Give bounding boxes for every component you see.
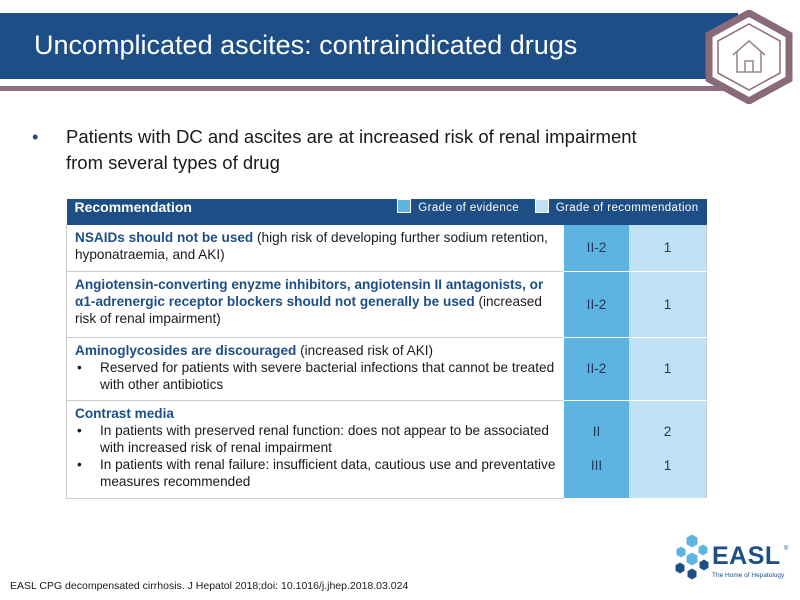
row-description bbox=[67, 400, 565, 498]
table-row bbox=[67, 271, 707, 337]
slide-title: Uncomplicated ascites: contraindicated drugs bbox=[34, 30, 578, 60]
grade-evidence-1: II bbox=[592, 424, 601, 439]
grade-evidence-cell: II-2 bbox=[564, 225, 629, 271]
grade-recommendation-cell: 1 bbox=[629, 271, 707, 337]
header-recommendation: Recommendation bbox=[74, 199, 192, 215]
table-header bbox=[67, 199, 707, 225]
grade-recommendation-2: 1 bbox=[663, 458, 672, 473]
recommendation-table bbox=[66, 199, 707, 499]
row-sub-bullet: • In patients with renal failure: insufficient data, cautious use and preventative measures recommended bbox=[75, 456, 556, 490]
table-row bbox=[67, 400, 707, 498]
grade-recommendation-cell: 1 bbox=[629, 225, 707, 271]
legend bbox=[397, 199, 698, 214]
row-description bbox=[67, 337, 565, 400]
row-description bbox=[67, 271, 565, 337]
table-row bbox=[67, 337, 707, 400]
intro-text: Patients with DC and ascites are at increased risk of renal impairment from several types of drug bbox=[66, 126, 637, 173]
grade-evidence-cell: II-2 bbox=[564, 271, 629, 337]
grade-evidence-2: III bbox=[590, 458, 603, 473]
row-sub-bullet: • In patients with preserved renal function: does not appear to be associated with increased risk of renal impairment bbox=[75, 422, 556, 456]
row-rest: (high risk of developing further sodium retention, hyponatraemia, and AKI) bbox=[75, 230, 548, 262]
logo-tagline: The Home of Hepatology bbox=[712, 572, 785, 579]
grade-recommendation-cell bbox=[629, 400, 707, 498]
row-sub-bullet: • Reserved for patients with severe bacterial infections that cannot be treated with other antibiotics bbox=[75, 359, 556, 393]
logo-text: EASL bbox=[712, 542, 781, 570]
row-rest: (increased risk of AKI) bbox=[296, 342, 434, 358]
row-rest: (increased risk of renal impairment) bbox=[75, 293, 542, 326]
grade-evidence-cell: II-2 bbox=[564, 337, 629, 400]
logo-molecule-icon bbox=[672, 532, 712, 582]
title-bar bbox=[0, 13, 738, 79]
recommendation-swatch bbox=[535, 199, 549, 213]
row-bold: Contrast media bbox=[75, 405, 174, 421]
intro-bullet bbox=[30, 124, 670, 176]
row-bold: Angiotensin-converting enyzme inhibitors, angiotensin II antagonists, or α1-adrenergic receptor blockers should not generally be used bbox=[75, 276, 544, 309]
evidence-swatch bbox=[397, 199, 411, 213]
citation: EASL CPG decompensated cirrhosis. J Hepatol 2018;doi: 10.1016/j.jhep.2018.03.024 bbox=[10, 580, 409, 592]
row-bold: NSAIDs should not be used bbox=[75, 230, 254, 245]
title-underline bbox=[0, 86, 738, 91]
table-row bbox=[67, 225, 707, 271]
legend-recommendation: Grade of recommendation bbox=[555, 202, 699, 214]
easl-logo bbox=[672, 528, 792, 588]
legend-evidence: Grade of evidence bbox=[418, 202, 520, 214]
grade-recommendation-1: 2 bbox=[663, 424, 672, 439]
row-description bbox=[67, 225, 565, 271]
bullet-dot: • bbox=[32, 126, 39, 147]
row-bold: Aminoglycosides are discouraged bbox=[75, 342, 297, 358]
logo-registered: ® bbox=[784, 546, 789, 552]
grade-recommendation-cell: 1 bbox=[629, 337, 707, 400]
grade-evidence-cell bbox=[564, 400, 629, 498]
home-icon[interactable] bbox=[705, 10, 793, 104]
